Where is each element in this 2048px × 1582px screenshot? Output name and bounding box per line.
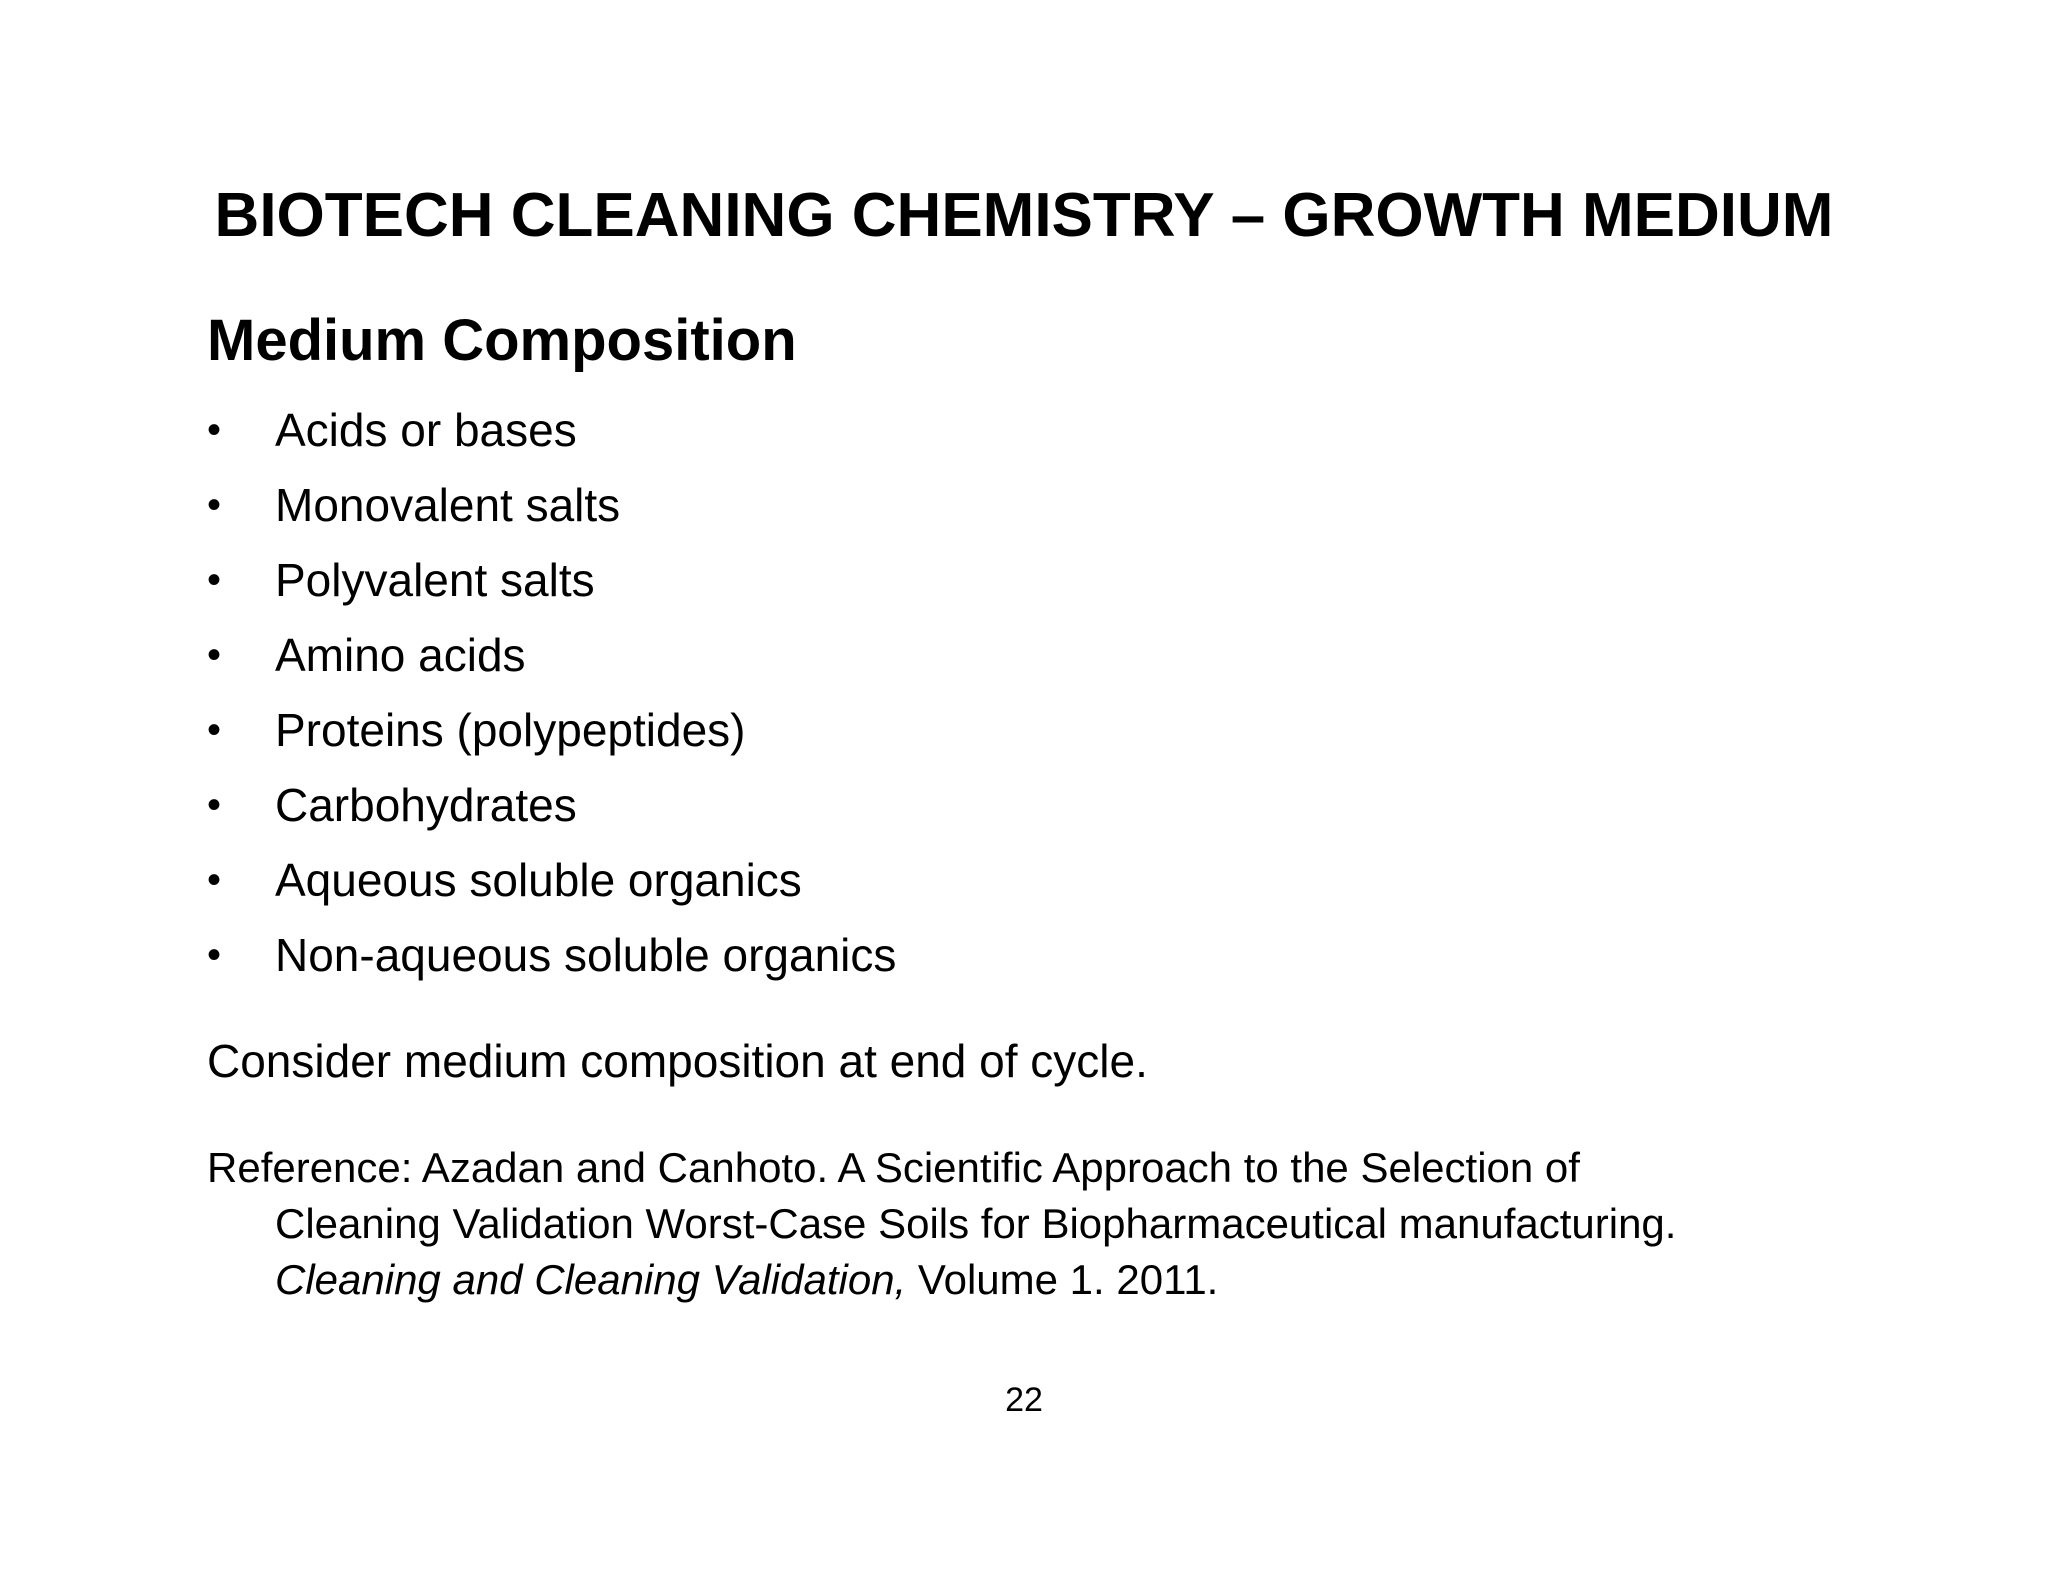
reference-line-1: Reference: Azadan and Canhoto. A Scientific Approach to the Selection of [207, 1144, 1580, 1191]
bullet-icon: • [207, 558, 222, 602]
list-item-text: Carbohydrates [275, 779, 577, 831]
list-item-text: Amino acids [275, 629, 526, 681]
list-item-text: Acids or bases [275, 404, 577, 456]
list-item-text: Polyvalent salts [275, 554, 595, 606]
bullet-icon: • [207, 783, 222, 827]
reference-details: Volume 1. 2011. [906, 1256, 1219, 1303]
list-item-text: Proteins (polypeptides) [275, 704, 746, 756]
bullet-icon: • [207, 483, 222, 527]
section-heading: Medium Composition [207, 308, 797, 373]
bullet-icon: • [207, 933, 222, 977]
bullet-icon: • [207, 708, 222, 752]
reference-line-2: Cleaning Validation Worst-Case Soils for Biopharmaceutical manufacturing. [275, 1200, 1677, 1247]
bullet-icon: • [207, 858, 222, 902]
reference-line-3 [207, 1252, 1847, 1308]
bullet-icon: • [207, 408, 222, 452]
list-item-text: Aqueous soluble organics [275, 854, 802, 906]
reference-journal: Cleaning and Cleaning Validation, [275, 1256, 907, 1303]
page-number: 22 [1005, 1381, 1043, 1419]
list-item-text: Non-aqueous soluble organics [275, 929, 897, 981]
note-text: Consider medium composition at end of cycle. [207, 1035, 1148, 1087]
reference-citation [207, 1140, 1847, 1308]
slide-title: BIOTECH CLEANING CHEMISTRY – GROWTH MEDIUM [214, 181, 1834, 250]
list-item-text: Monovalent salts [275, 479, 621, 531]
bullet-icon: • [207, 633, 222, 677]
